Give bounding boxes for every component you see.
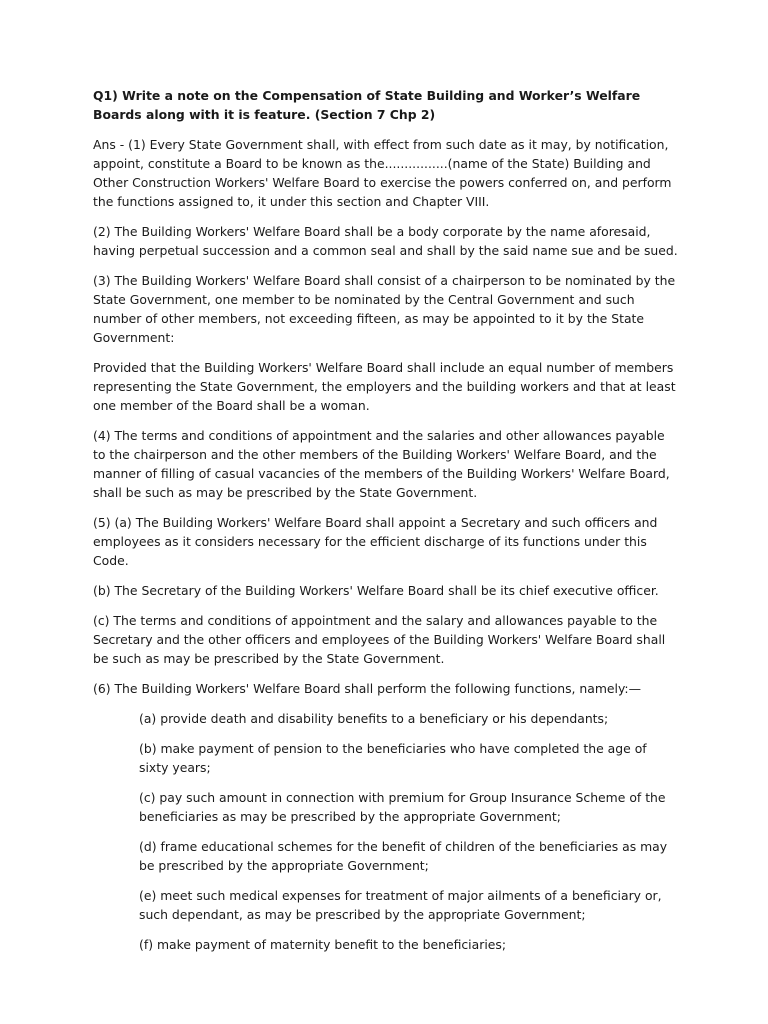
paragraph-4: (4) The terms and conditions of appointment and the salaries and other allowances payable to the chairperson and the other members of the Building Workers' Welfare Board, and the manner of filling of casual vacancies of the members of the Building Workers' Welfare Board, shall be such as may be prescribed by the State Government.	[93, 428, 670, 500]
function-item-c: (c) pay such amount in connection with premium for Group Insurance Scheme of the beneficiaries as may be prescribed by the appropriate Government;	[139, 790, 666, 824]
paragraph-3: (3) The Building Workers' Welfare Board shall consist of a chairperson to be nominated by the State Government, one member to be nominated by the Central Government and such number of other members, not exceeding fifteen, as may be appointed to it by the State Government:	[93, 273, 676, 345]
paragraph-5c: (c) The terms and conditions of appointment and the salary and allowances payable to the Secretary and the other officers and employees of the Building Workers' Welfare Board shall be such as may be prescribed by the State Government.	[93, 613, 666, 666]
function-item-f: (f) make payment of maternity benefit to the beneficiaries;	[139, 937, 507, 952]
question-heading: Q1) Write a note on the Compensation of State Building and Worker’s Welfare Boards along with it is feature. (Section 7 Chp 2)	[93, 88, 641, 122]
paragraph-5a: (5) (a) The Building Workers' Welfare Board shall appoint a Secretary and such officers and employees as it considers necessary for the efficient discharge of its functions under this Code.	[93, 515, 658, 568]
paragraph-6: (6) The Building Workers' Welfare Board shall perform the following functions, namely:—	[93, 681, 641, 696]
paragraph-5b: (b) The Secretary of the Building Workers' Welfare Board shall be its chief executive officer.	[93, 583, 659, 598]
functions-list	[93, 709, 679, 954]
function-item-a: (a) provide death and disability benefits to a beneficiary or his dependants;	[139, 711, 609, 726]
paragraph-2: (2) The Building Workers' Welfare Board shall be a body corporate by the name aforesaid, having perpetual succession and a common seal and shall by the said name sue and be sued.	[93, 224, 678, 258]
function-item-b: (b) make payment of pension to the beneficiaries who have completed the age of sixty years;	[139, 741, 647, 775]
function-item-d: (d) frame educational schemes for the benefit of children of the beneficiaries as may be prescribed by the appropriate Government;	[139, 839, 668, 873]
document-body	[93, 86, 679, 965]
function-item-e: (e) meet such medical expenses for treatment of major ailments of a beneficiary or, such dependant, as may be prescribed by the appropriate Government;	[139, 888, 662, 922]
answer-paragraph-1: Ans - (1) Every State Government shall, with effect from such date as it may, by notification, appoint, constitute a Board to be known as the................(name of the State) Building and Other Construction Workers' Welfare Board to exercise the powers conferred on, and perform the functions assigned to, it under this section and Chapter VIII.	[93, 137, 672, 209]
proviso-paragraph: Provided that the Building Workers' Welfare Board shall include an equal number of members representing the State Government, the employers and the building workers and that at least one member of the Board shall be a woman.	[93, 360, 676, 413]
